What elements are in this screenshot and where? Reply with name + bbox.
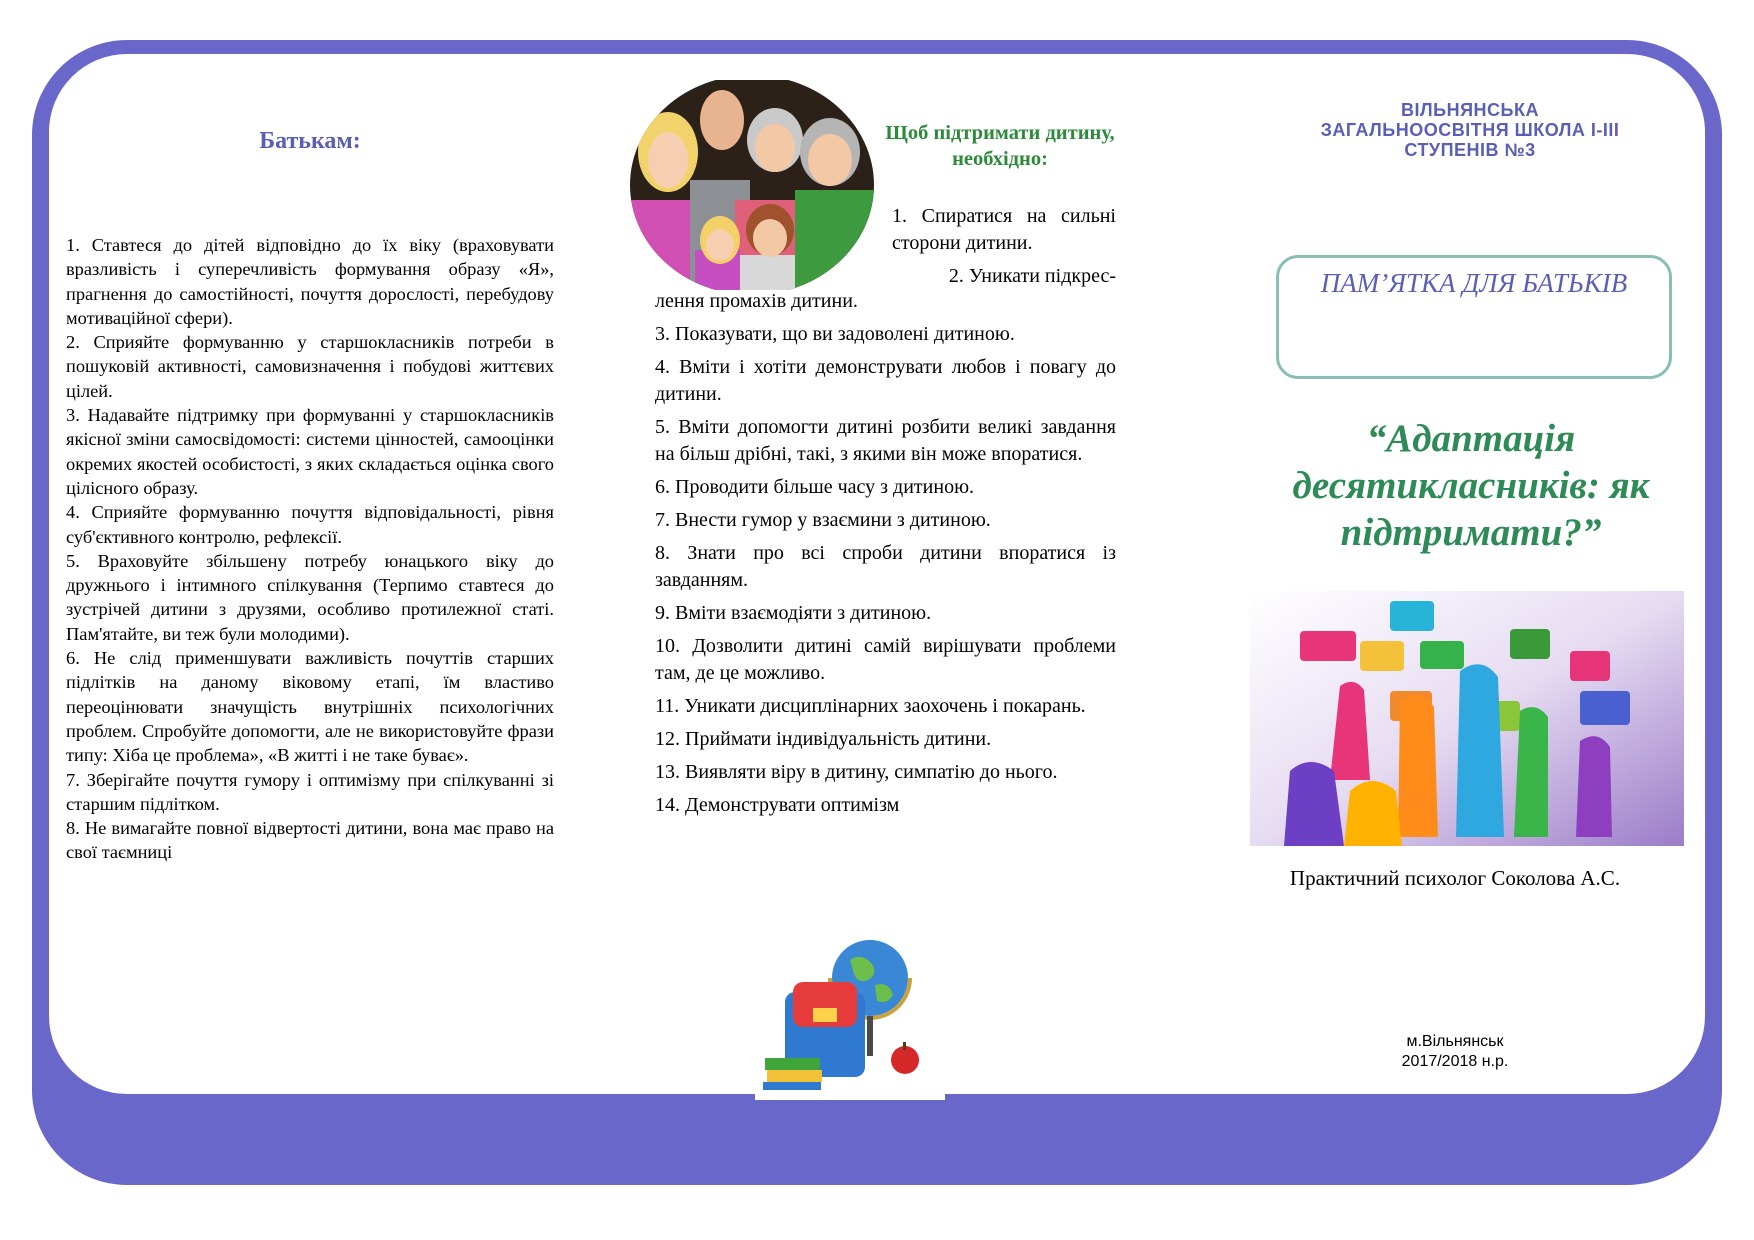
school-line: СТУПЕНІВ №3	[1404, 140, 1536, 160]
author-line: Практичний психолог Соколова А.С.	[1289, 866, 1621, 890]
list-item: 6. Проводити більше часу з дитиною.	[655, 476, 975, 498]
list-item: 13. Виявляти віру в дитину, симпатію до нього.	[655, 761, 1058, 783]
left-panel	[66, 128, 554, 865]
list-item: 8. Не вимагайте повної відвертості дитини, вона має право на свої таємниці	[66, 818, 554, 863]
list-item: 3. Показувати, що ви задоволені дитиною.	[655, 323, 1015, 345]
list-item: 7. Зберігайте почуття гумору і оптимізму при спілкуванні зі старшим підлітком.	[66, 769, 554, 814]
list-item: 10. Дозволити дитині самій вирішувати проблеми там, де це можливо.	[655, 635, 1116, 684]
list-item: 6. Не слід применшувати важливість почуттів старших підлітків на даному віковому етапі, їм властиво переоцінювати значущість внутрішніх психологічних проблем. Спробуйте допомогти, але не використовуйте фрази типу: Хіба це проблема», «В житті і не таке буває».	[66, 648, 554, 766]
city-year	[1340, 1032, 1570, 1072]
school-line: ВІЛЬНЯНСЬКА	[1401, 100, 1539, 120]
brochure-title: “Адаптація десятикласників: як підтримати?”	[1292, 417, 1650, 554]
school-line: ЗАГАЛЬНООСВІТНЯ ШКОЛА І-ІІІ	[1320, 120, 1620, 140]
parents-heading: Батькам:	[259, 128, 361, 154]
list-item: 14. Демонструвати оптимізм	[655, 794, 900, 816]
support-list	[655, 288, 1116, 825]
list-item: 3. Надавайте підтримку при формуванні у старшокласників якісної зміни самосвідомості: системи цінностей, самооцінки окремих якостей особистості, з яких складається оцінка свого цілісного образу.	[66, 405, 554, 498]
teens-social-image	[1250, 591, 1684, 846]
parents-advice-list	[66, 233, 554, 865]
city: м.Вільнянськ	[1406, 1033, 1504, 1050]
memo-title: ПАМ’ЯТКА ДЛЯ БАТЬКІВ	[1320, 268, 1628, 298]
list-item: 2. Сприяйте формуванню у старшокласників потреби в пошуковій активності, самовизначення і побудові життєвих цілей.	[66, 332, 554, 401]
academic-year: 2017/2018 н.р.	[1401, 1053, 1509, 1070]
list-item: 7. Внести гумор у взаємини з дитиною.	[655, 509, 991, 531]
list-item: 1. Ставтеся до дітей відповідно до їх віку (враховувати вразливість і суперечливість формування образу «Я», прагнення до самостійності, почуття дорослості, перебудову мотиваційної сфери).	[66, 235, 554, 328]
list-item: 4. Сприяйте формуванню почуття відповідальності, рівня суб'єктивного контролю, рефлексії.	[66, 502, 554, 547]
family-cartoon-image	[630, 80, 875, 290]
list-item: 2. Уникати підкрес-	[948, 265, 1116, 287]
list-item: 5. Враховуйте збільшену потребу юнацького віку до дружнього і інтимного спілкування (Терпимо ставтеся до зустрічей дитини з друзями, особливо протилежної статі. Пам'ятайте, ви теж були молодими).	[66, 550, 554, 644]
support-list-top	[892, 203, 1116, 296]
list-item: 12. Приймати індивідуальність дитини.	[655, 728, 992, 750]
list-item: 1. Спиратися на сильні сторони дитини.	[892, 205, 1116, 254]
list-item: 11. Уникати дисциплінарних заохочень і покарань.	[655, 695, 1086, 717]
list-item: 5. Вміти допомогти дитині розбити великі завдання на більш дрібні, такі, з якими він може впоратися.	[655, 416, 1116, 465]
school-backpack-globe-image	[755, 930, 945, 1100]
list-item: 4. Вміти і хотіти демонструвати любов і повагу до дитини.	[655, 356, 1116, 405]
list-item: лення промахів дитини.	[655, 290, 858, 312]
list-item: 8. Знати про всі спроби дитини впоратися із завданням.	[655, 542, 1116, 591]
list-item: 9. Вміти взаємодіяти з дитиною.	[655, 602, 932, 624]
support-heading: Щоб підтримати дитину, необхідно:	[885, 122, 1115, 170]
school-name	[1280, 100, 1660, 160]
